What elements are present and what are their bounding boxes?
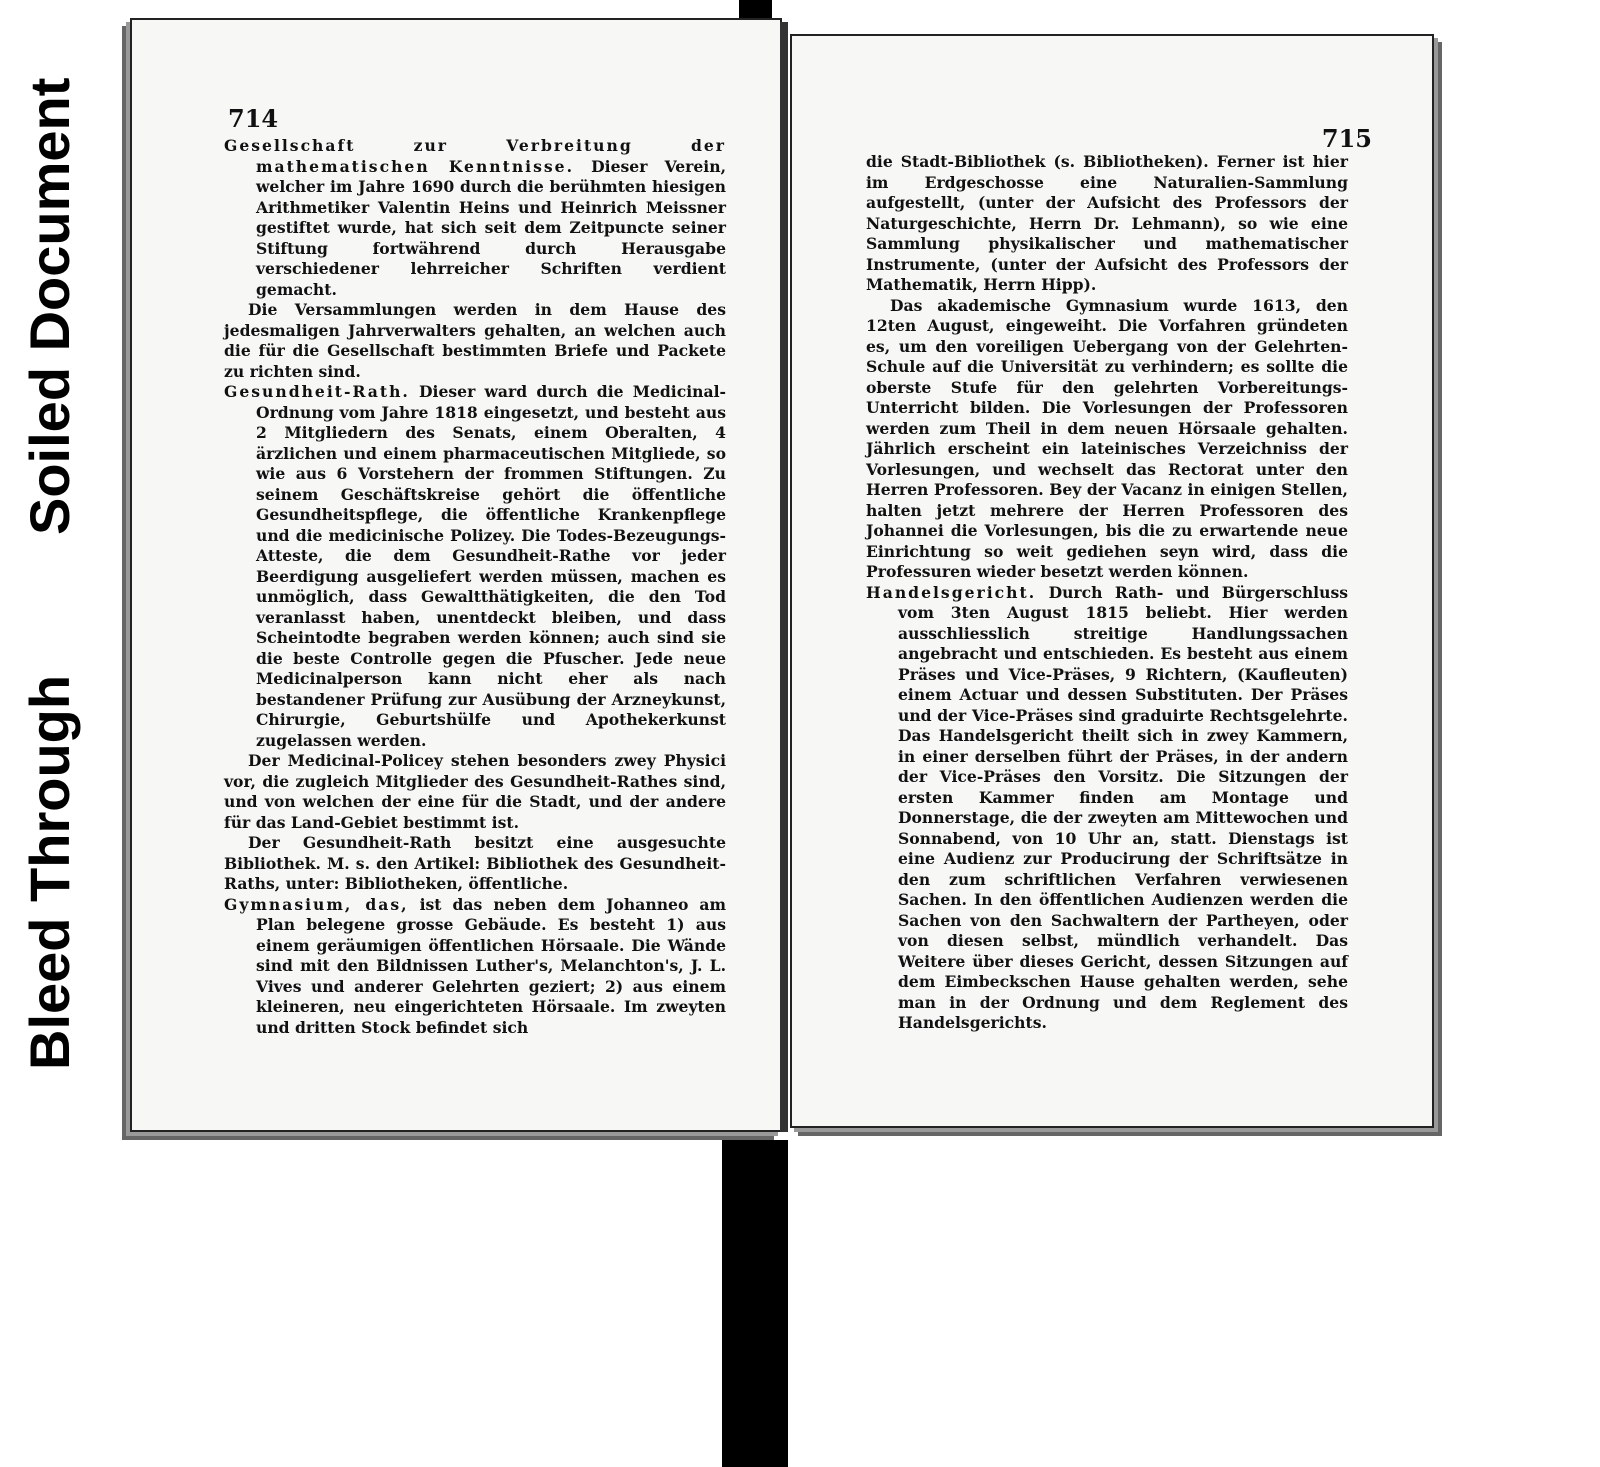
- paragraph: [224, 136, 726, 300]
- paragraph: [866, 296, 1348, 583]
- entry-text: Dieser ward durch die Medicinal-Ordnung vom Jahre 1818 eingesetzt, und besteht aus 2 Mitgliedern des Senats, einem Oberalten, 4 ärzlichen und einem pharmaceutischen Mitgliede, so wie aus 6 Vorstehern der frommen Stiftungen. Zu seinem Geschäftskreise gehört die öffentliche Gesundheitspflege, die öffentliche Krankenpflege und die medicinische Polizey. Die Todes-Bezeugungs-Atteste, die dem Gesundheit-Rathe vor jeder Beerdigung ausgeliefert werden müssen, machen es unmöglich, dass Gewaltthätigkeiten, die den Tod veranlasst haben, unentdeckt bleiben, und dass Scheintodte begraben werden können; auch sind sie die beste Controlle gegen die Pfuscher. Jede neue Medicinalperson kann nicht eher als nach bestandener Prüfung zur Ausübung der Arzneykunst, Chirurgie, Geburtshülfe und Apothekerkunst zugelassen werden.: [256, 382, 726, 750]
- left-page-text: [224, 136, 726, 1038]
- side-label-bleed-through: Bleed Through: [18, 674, 81, 1070]
- paragraph: [224, 300, 726, 382]
- left-page: [130, 18, 782, 1132]
- entry-heading: Gymnasium, das,: [224, 894, 409, 914]
- entry-text: Das akademische Gymnasium wurde 1613, den 12ten August, eingeweiht. Die Vorfahren gründeten es, um den voreiligen Uebergang von der Gelehrten-Schule auf die Universität zu verhindern; es sollte die oberste Stufe für den gelehrten Vorbereitungs-Unterricht bilden. Die Vorlesungen der Professoren werden zum Theil in dem neuen Hörsaale gehalten. Jährlich erscheint ein lateinisches Verzeichniss der Vorlesungen, und wechselt das Rectorat unter den Herren Professoren. Bey der Vacanz in einigen Stellen, halten jetzt mehrere der Herren Professoren des Johannei die Vorlesungen, bis die zu erwartende neue Einrichtung so weit gediehen seyn wird, dass die Professuren wieder besetzt werden können.: [866, 295, 1348, 581]
- paragraph: [224, 895, 726, 1039]
- right-page-number: 715: [1321, 124, 1372, 153]
- paragraph: [224, 751, 726, 833]
- entry-heading: Gesellschaft zur Verbreitung der mathematischen Kenntnisse.: [224, 136, 726, 176]
- paragraph: [866, 583, 1348, 1034]
- right-page: [790, 34, 1434, 1128]
- open-book: [100, 14, 1470, 1144]
- entry-heading: Handelsgericht.: [866, 582, 1037, 602]
- paragraph: [224, 833, 726, 895]
- paragraph: [224, 382, 726, 751]
- entry-text: Die Versammlungen werden in dem Hause des jedesmaligen Jahrverwalters gehalten, an welchen auch die für die Gesellschaft bestimmten Briefe und Packete zu richten sind.: [224, 300, 726, 381]
- paragraph: [866, 152, 1348, 296]
- book-gutter: [780, 22, 788, 1132]
- entry-heading: Gesundheit-Rath.: [224, 382, 410, 401]
- right-page-text: [866, 152, 1348, 1034]
- entry-text: Der Gesundheit-Rath besitzt eine ausgesuchte Bibliothek. M. s. den Artikel: Bibliothek des Gesundheit-Raths, unter: Bibliotheken, öffentliche.: [224, 833, 726, 893]
- left-page-number: 714: [228, 104, 279, 133]
- entry-text: ist das neben dem Johanneo am Plan belegene grosse Gebäude. Es besteht 1) aus einem geräumigen öffentlichen Hörsaale. Die Wände sind mit den Bildnissen Luther's, Melanchton's, J. L. Vives und anderer Gelehrten geziert; 2) aus einem kleineren, neu eingerichteten Hörsaale. Im zweyten und dritten Stock befindet sich: [256, 894, 726, 1037]
- entry-text: Durch Rath- und Bürgerschluss vom 3ten August 1815 beliebt. Hier werden ausschliesslich streitige Handlungssachen angebracht und entschieden. Es besteht aus einem Präses und Vice-Präses, 9 Richtern, (Kaufleuten) einem Actuar und dessen Substituten. Der Präses und der Vice-Präses sind graduirte Rechtsgelehrte. Das Handelsgericht theilt sich in zwey Kammern, in einer derselben führt der Präses, in der andern der Vice-Präses den Vorsitz. Die Sitzungen der ersten Kammer finden am Montage und Donnerstage, die der zweyten am Mittewochen und Sonnabend, von 10 Uhr an, statt. Dienstags ist eine Audienz zur Producirung der Schriftsätze in den zum schriftlichen Verfahren verwiesenen Sachen. In den öffentlichen Audienzen werden die Sachen von den Sachwaltern der Partheyen, oder von diesen selbst, mündlich verhandelt. Das Weitere über dieses Gericht, dessen Sitzungen auf dem Eimbeckschen Hause gehalten werden, sehe man in der Ordnung und dem Reglement des Handelsgerichts.: [898, 582, 1348, 1032]
- entry-text: Der Medicinal-Policey stehen besonders zwey Physici vor, die zugleich Mitglieder des Gesundheit-Rathes sind, und von welchen der eine für die Stadt, und der andere für das Land-Gebiet bestimmt ist.: [224, 751, 726, 832]
- spine-bottom-shadow: [722, 1140, 788, 1467]
- side-label: [0, 0, 100, 1080]
- side-label-soiled-document: Soiled Document: [18, 77, 81, 535]
- entry-text: Dieser Verein, welcher im Jahre 1690 durch die berühmten hiesigen Arithmetiker Valentin Heins und Heinrich Meissner gestiftet wurde, hat sich seit dem Zeitpuncte seiner Stiftung fortwährend durch Herausgabe verschiedener lehrreicher Schriften verdient gemacht.: [256, 156, 726, 299]
- entry-text: die Stadt-Bibliothek (s. Bibliotheken). Ferner ist hier im Erdgeschosse eine Naturalien-Sammlung aufgestellt, (unter der Aufsicht des Professors der Naturgeschichte, Herrn Dr. Lehmann), so wie eine Sammlung physikalischer und mathematischer Instrumente, (unter der Aufsicht des Professors der Mathematik, Herrn Hipp).: [866, 152, 1348, 294]
